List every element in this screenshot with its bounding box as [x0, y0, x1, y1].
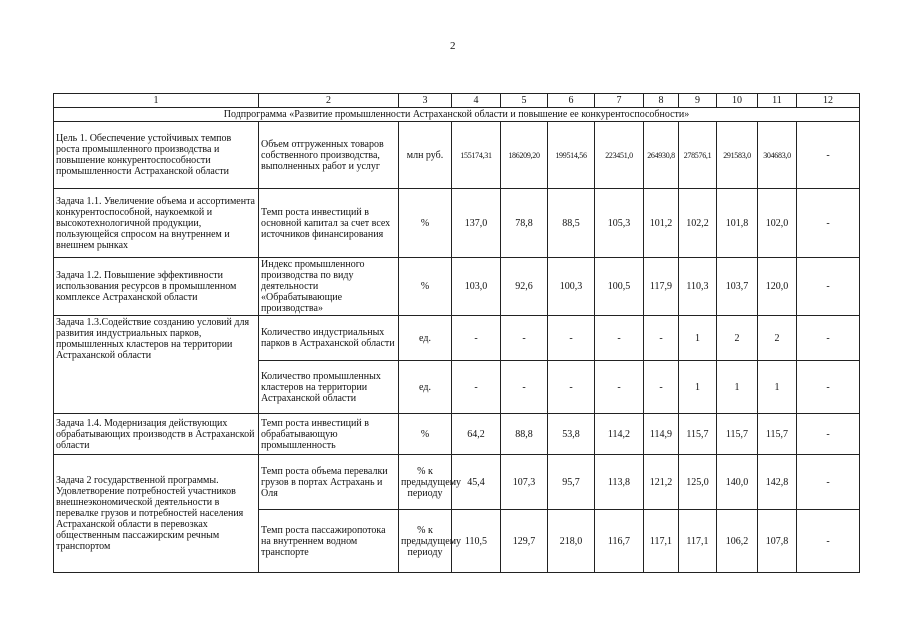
column-header: 7: [595, 94, 644, 108]
table-row: [54, 189, 860, 258]
value-cell: 155174,31: [452, 122, 501, 189]
unit-cell: млн руб.: [399, 122, 452, 189]
value-cell: -: [595, 361, 644, 414]
value-cell: 114,9: [644, 414, 679, 455]
value-cell: 113,8: [595, 455, 644, 510]
value-cell: 137,0: [452, 189, 501, 258]
value-cell: 115,7: [679, 414, 717, 455]
value-cell: 120,0: [758, 258, 797, 316]
value-cell: 115,7: [717, 414, 758, 455]
value-cell: 107,3: [501, 455, 548, 510]
column-header: 9: [679, 94, 717, 108]
value-cell: 199514,56: [548, 122, 595, 189]
value-cell: -: [797, 122, 860, 189]
value-cell: 142,8: [758, 455, 797, 510]
value-cell: 140,0: [717, 455, 758, 510]
value-cell: -: [452, 361, 501, 414]
value-cell: 88,5: [548, 189, 595, 258]
value-cell: 186209,20: [501, 122, 548, 189]
value-cell: -: [797, 258, 860, 316]
unit-cell: ед.: [399, 316, 452, 361]
column-header: 4: [452, 94, 501, 108]
value-cell: 107,8: [758, 510, 797, 573]
value-cell: 64,2: [452, 414, 501, 455]
value-cell: 78,8: [501, 189, 548, 258]
value-cell: 45,4: [452, 455, 501, 510]
value-cell: -: [644, 361, 679, 414]
value-cell: 117,1: [679, 510, 717, 573]
indicator-cell: Количество индустриальных парков в Астраханской области: [259, 316, 399, 361]
unit-cell: %: [399, 189, 452, 258]
value-cell: -: [797, 510, 860, 573]
value-cell: 264930,8: [644, 122, 679, 189]
value-cell: 101,8: [717, 189, 758, 258]
value-cell: 100,3: [548, 258, 595, 316]
value-cell: -: [644, 316, 679, 361]
table-row: [54, 316, 860, 361]
value-cell: 278576,1: [679, 122, 717, 189]
value-cell: 116,7: [595, 510, 644, 573]
table-row: [54, 455, 860, 510]
value-cell: 103,7: [717, 258, 758, 316]
indicators-table: [53, 93, 860, 573]
value-cell: 110,3: [679, 258, 717, 316]
value-cell: -: [797, 414, 860, 455]
value-cell: 1: [717, 361, 758, 414]
goal-cell: Задача 1.3.Содействие созданию условий для развития индустриальных парков, промышленных кластеров на территории Астраханской области: [54, 316, 259, 414]
column-header: 6: [548, 94, 595, 108]
value-cell: 2: [758, 316, 797, 361]
value-cell: -: [797, 455, 860, 510]
value-cell: 129,7: [501, 510, 548, 573]
value-cell: 92,6: [501, 258, 548, 316]
goal-cell: Задача 1.1. Увеличение объема и ассортимента конкурентоспособной, наукоемкой и высокотехнологичной продукции, пользующейся спросом на внутреннем и внешнем рынках: [54, 189, 259, 258]
value-cell: 102,0: [758, 189, 797, 258]
indicator-cell: Темп роста инвестиций в обрабатывающую промышленность: [259, 414, 399, 455]
value-cell: 103,0: [452, 258, 501, 316]
value-cell: 1: [679, 361, 717, 414]
value-cell: -: [501, 361, 548, 414]
column-header: 2: [259, 94, 399, 108]
value-cell: -: [595, 316, 644, 361]
value-cell: 102,2: [679, 189, 717, 258]
column-header: 8: [644, 94, 679, 108]
value-cell: 304683,0: [758, 122, 797, 189]
value-cell: 291583,0: [717, 122, 758, 189]
value-cell: 223451,0: [595, 122, 644, 189]
value-cell: 105,3: [595, 189, 644, 258]
value-cell: 106,2: [717, 510, 758, 573]
indicator-cell: Темп роста инвестиций в основной капитал за счет всех источников финансирования: [259, 189, 399, 258]
goal-cell: Задача 2 государственной программы. Удовлетворение потребностей участников внешнеэкономической деятельности в перевалке грузов и потребностей населения Астраханской области в перевозках общественным пассажирским речным транспортом: [54, 455, 259, 573]
value-cell: 114,2: [595, 414, 644, 455]
value-cell: 125,0: [679, 455, 717, 510]
value-cell: 88,8: [501, 414, 548, 455]
goal-cell: Задача 1.4. Модернизация действующих обрабатывающих производств в Астраханской области: [54, 414, 259, 455]
value-cell: 53,8: [548, 414, 595, 455]
unit-cell: %: [399, 258, 452, 316]
value-cell: -: [501, 316, 548, 361]
indicator-cell: Индекс промышленного производства по виду деятельности «Обрабатывающие производства»: [259, 258, 399, 316]
unit-cell: % к предыдущему периоду: [399, 455, 452, 510]
table-row: [54, 414, 860, 455]
value-cell: 117,9: [644, 258, 679, 316]
column-header: 3: [399, 94, 452, 108]
value-cell: 1: [679, 316, 717, 361]
unit-cell: %: [399, 414, 452, 455]
table-row: [54, 122, 860, 189]
value-cell: 1: [758, 361, 797, 414]
column-header: 12: [797, 94, 860, 108]
value-cell: 2: [717, 316, 758, 361]
value-cell: -: [797, 361, 860, 414]
table-row: [54, 258, 860, 316]
goal-cell: Цель 1. Обеспечение устойчивых темпов роста промышленного производства и повышение конкурентоспособности промышленности Астраханской области: [54, 122, 259, 189]
value-cell: 100,5: [595, 258, 644, 316]
value-cell: 95,7: [548, 455, 595, 510]
value-cell: -: [797, 189, 860, 258]
unit-cell: % к предыдущему периоду: [399, 510, 452, 573]
value-cell: -: [548, 316, 595, 361]
value-cell: 218,0: [548, 510, 595, 573]
indicator-cell: Количество промышленных кластеров на территории Астраханской области: [259, 361, 399, 414]
column-header: 10: [717, 94, 758, 108]
page-number: 2: [450, 40, 456, 52]
indicator-cell: Темп роста объема перевалки грузов в портах Астрахань и Оля: [259, 455, 399, 510]
value-cell: 121,2: [644, 455, 679, 510]
value-cell: 117,1: [644, 510, 679, 573]
value-cell: 110,5: [452, 510, 501, 573]
subprogram-row: [54, 108, 860, 122]
column-header: 11: [758, 94, 797, 108]
value-cell: -: [548, 361, 595, 414]
goal-cell: Задача 1.2. Повышение эффективности использования ресурсов в промышленном комплексе Астраханской области: [54, 258, 259, 316]
subprogram-title: Подпрограмма «Развитие промышленности Астраханской области и повышение ее конкурентоспособности»: [54, 108, 860, 122]
column-header-row: [54, 94, 860, 108]
value-cell: 101,2: [644, 189, 679, 258]
unit-cell: ед.: [399, 361, 452, 414]
value-cell: -: [797, 316, 860, 361]
value-cell: -: [452, 316, 501, 361]
column-header: 1: [54, 94, 259, 108]
value-cell: 115,7: [758, 414, 797, 455]
indicator-cell: Объем отгруженных товаров собственного производства, выполненных работ и услуг: [259, 122, 399, 189]
column-header: 5: [501, 94, 548, 108]
indicator-cell: Темп роста пассажиропотока на внутреннем водном транспорте: [259, 510, 399, 573]
